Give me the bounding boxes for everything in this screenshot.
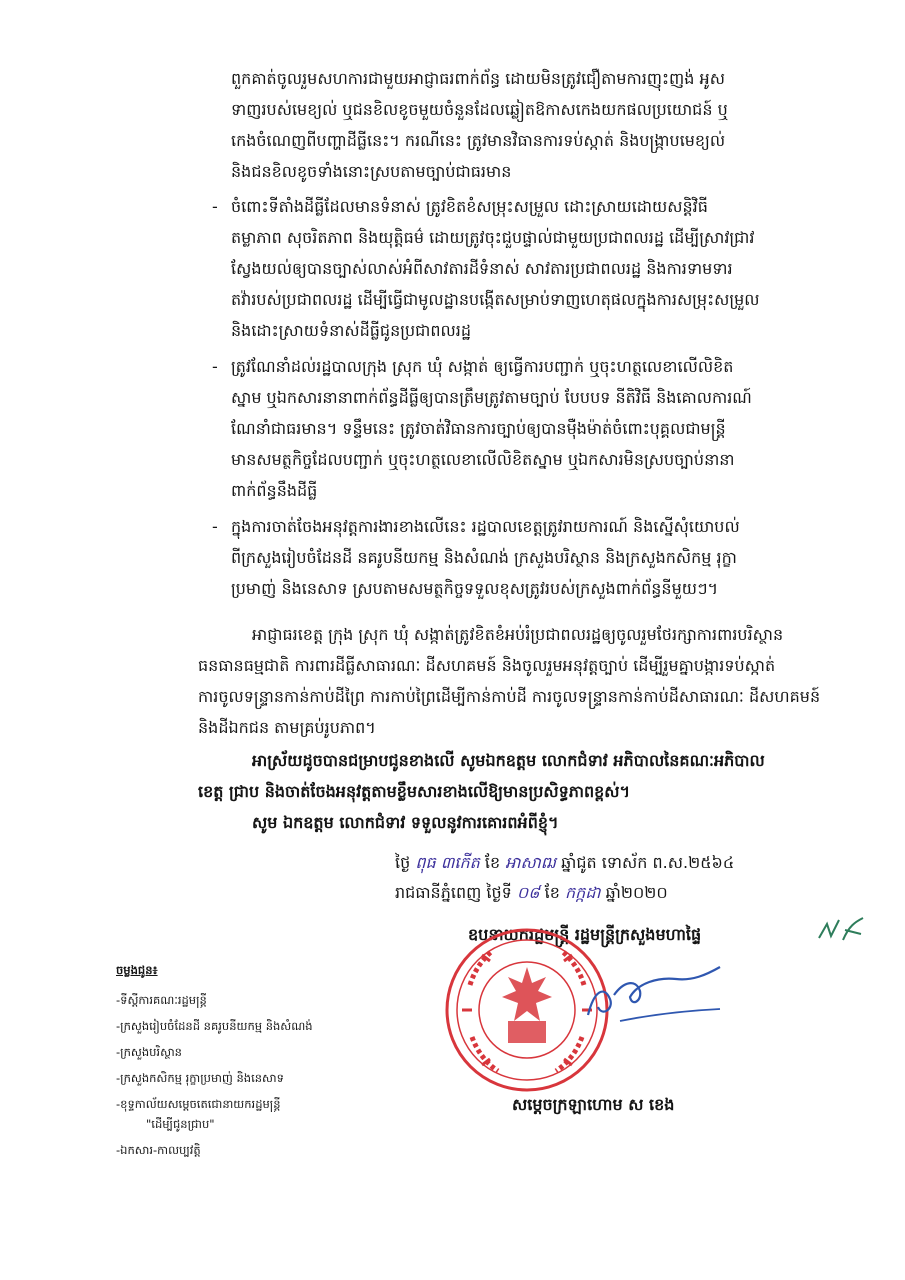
body-line: ពាក់ព័ន្ធនឹងដីធ្លី <box>231 481 318 500</box>
body-line: អាជ្ញាធរខេត្ត ក្រុង ស្រុក ឃុំ សង្កាត់ត្រូវខិតខំអប់រំប្រជាពលរដ្ឋឲ្យចូលរួមថែរក្សាការពារបរិស្ថាន <box>252 625 784 644</box>
body-line: ចំពោះទីតាំងដីធ្លីដែលមានទំនាស់ ត្រូវខិតខំសម្រុះសម្រួល ដោះស្រាយដោយសន្តិវិធី <box>231 197 708 216</box>
month-prefix: ខែ <box>544 883 560 902</box>
body-line: ទាញរបស់មេខ្យល់ ឬជនខិលខូចមួយចំនួនដែលឆ្លៀតឱកាសកេងយកផលប្រយោជន៍ ឬ <box>231 100 728 119</box>
cc-item: -ទីស្តីការគណៈរដ្ឋមន្ត្រី <box>116 993 207 1007</box>
cc-item: -ក្រសួងកសិកម្ម រុក្ខាប្រមាញ់ និងនេសាទ <box>116 1071 284 1085</box>
initials-icon <box>815 912 867 948</box>
cc-item: -ខុទ្ទកាល័យសម្តេចតេជោនាយករដ្ឋមន្ត្រី <box>116 1097 281 1111</box>
body-line: ពួកគាត់ចូលរួមសហការជាមួយអាជ្ញាធរពាក់ព័ន្ធ ដោយមិនត្រូវជឿតាមការញុះញង់ អូស <box>231 69 725 88</box>
place-date-prefix: រាជធានីភ្នំពេញ ថ្ងៃទី <box>395 883 512 902</box>
body-line: ប្រមាញ់ និងនេសាទ ស្របតាមសមត្ថកិច្ចទទួលខុសត្រូវរបស់ក្រសួងពាក់ព័ន្ធនីមួយៗ។ <box>231 579 719 598</box>
cc-item: -ក្រសួងរៀបចំដែនដី នគរូបនីយកម្ម និងសំណង់ <box>116 1019 313 1033</box>
handwritten-month: កក្កដា <box>564 883 601 902</box>
body-line: ស្នាម ឬឯកសារនានាពាក់ព័ន្ធដីធ្លីឲ្យបានត្រឹមត្រូវតាមច្បាប់ បែបបទ នីតិវិធី និងគោលការណ៍ <box>231 388 752 407</box>
cc-item-note: "ដើម្បីជូនជ្រាប" <box>146 1117 215 1131</box>
body-line: តវ៉ារបស់ប្រជាពលរដ្ឋ ដើម្បីធ្វើជាមូលដ្ឋានបង្កើតសម្រាប់ទាញហេតុផលក្នុងការសម្រុះសម្រួល <box>231 290 760 309</box>
solar-date-line <box>395 878 855 908</box>
body-line: ក្នុងការចាត់ចែងអនុវត្តការងារខាងលើនេះ រដ្ឋបាលខេត្តត្រូវរាយការណ៍ និងស្នើសុំយោបល់ <box>231 517 740 536</box>
body-line: ត្រូវណែនាំដល់រដ្ឋបាលក្រុង ស្រុក ឃុំ សង្កាត់ ឲ្យធ្វើការបញ្ជាក់ ឬចុះហត្ថលេខាលើលិខិត <box>231 357 734 376</box>
signer-title: ឧបនាយករដ្ឋមន្ត្រី រដ្ឋមន្ត្រីក្រសួងមហាផ្ទៃ <box>468 925 702 944</box>
handwritten-day: ០៨ <box>516 883 540 902</box>
body-line: និងជនខិលខូចទាំងនោះស្របតាមច្បាប់ជាធរមាន <box>231 162 512 181</box>
bullet-mark: - <box>212 517 218 536</box>
handwritten-month: អាសាឍ <box>505 853 556 872</box>
bullet-mark: - <box>212 197 218 216</box>
body-line: ពីក្រសួងរៀបចំដែនដី នគរូបនីយកម្ម និងសំណង់ ក្រសួងបរិស្ថាន និងក្រសួងកសិកម្ម រុក្ខា <box>231 548 737 567</box>
body-line: ស្វែងយល់ឲ្យបានច្បាស់លាស់អំពីសាវតារដីទំនាស់ សាវតារប្រជាពលរដ្ឋ និងការទាមទារ <box>231 259 733 278</box>
body-line: និងដោះស្រាយទំនាស់ដីធ្លីជូនប្រជាពលរដ្ឋ <box>231 321 471 340</box>
body-line: តម្លាភាព សុចរិតភាព និងយុត្តិធម៌ ដោយត្រូវចុះជួបផ្ទាល់ជាមួយប្រជាពលរដ្ឋ ដើម្បីស្រាវជ្រាវ <box>231 228 755 247</box>
body-line: ណែនាំជាធរមាន។ ទន្ទឹមនេះ ត្រូវចាត់វិធានការច្បាប់ឲ្យបានម៉ឺងម៉ាត់ចំពោះបុគ្គលជាមន្ត្រី <box>231 419 726 438</box>
body-line: ខេត្ត ជ្រាប និងចាត់ចែងអនុវត្តតាមខ្លឹមសារខាងលើឱ្យមានប្រសិទ្ធភាពខ្ពស់។ <box>198 782 631 801</box>
year-text: ឆ្នាំជូត ទោស័ក ព.ស.២៥៦៤ <box>561 853 735 872</box>
year-text: ឆ្នាំ២០២០ <box>605 883 668 902</box>
month-prefix: ខែ <box>484 853 501 872</box>
bullet-mark: - <box>212 357 218 376</box>
body-line: កេងចំណេញពីបញ្ហាដីធ្លីនេះ។ ករណីនេះ ត្រូវមានវិធានការទប់ស្កាត់ និងបង្ក្រាបមេខ្យល់ <box>231 131 726 150</box>
body-line: និងដីឯកជន តាមគ្រប់រូបភាព។ <box>198 718 376 737</box>
body-line: សូម ឯកឧត្តម លោកជំទាវ ទទួលនូវការគោរពអំពីខ្ញុំ។ <box>252 813 559 832</box>
date-prefix: ថ្ងៃ <box>395 853 411 872</box>
body-line: ធនធានធម្មជាតិ ការពារដីធ្លីសាធារណៈ ដីសហគមន៍ និងចូលរួមអនុវត្តច្បាប់ ដើម្បីរួមគ្នាបង្ការទប់ស្កាត់ <box>198 656 776 675</box>
cc-item: -ក្រសួងបរិស្ថាន <box>116 1045 182 1059</box>
body-line: ការចូលទន្ទ្រានកាន់កាប់ដីព្រៃ ការកាប់ព្រៃដើម្បីកាន់កាប់ដី ការចូលទន្ទ្រានកាន់កាប់ដីសាធារណៈ ដីសហគមន៍ <box>198 687 821 706</box>
body-line: អាស្រ័យដូចបានជម្រាបជូនខាងលើ សូមឯកឧត្តម លោកជំទាវ អភិបាលនៃគណៈអភិបាល <box>252 751 765 770</box>
signer-name: សម្តេចក្រឡាហោម ស ខេង <box>512 1095 675 1114</box>
lunar-date-line <box>395 848 855 878</box>
signature-icon <box>580 955 730 1035</box>
cc-item: -ឯកសារ-កាលប្បវត្តិ <box>116 1143 201 1157</box>
handwritten-day: ពុធ ៣កើត <box>415 853 480 872</box>
cc-title: ចម្លងជូន៖ <box>116 963 158 977</box>
body-line: មានសមត្ថកិច្ចដែលបញ្ជាក់ ឬចុះហត្ថលេខាលើលិខិតស្នាម ឬឯកសារមិនស្របច្បាប់នានា <box>231 450 735 469</box>
